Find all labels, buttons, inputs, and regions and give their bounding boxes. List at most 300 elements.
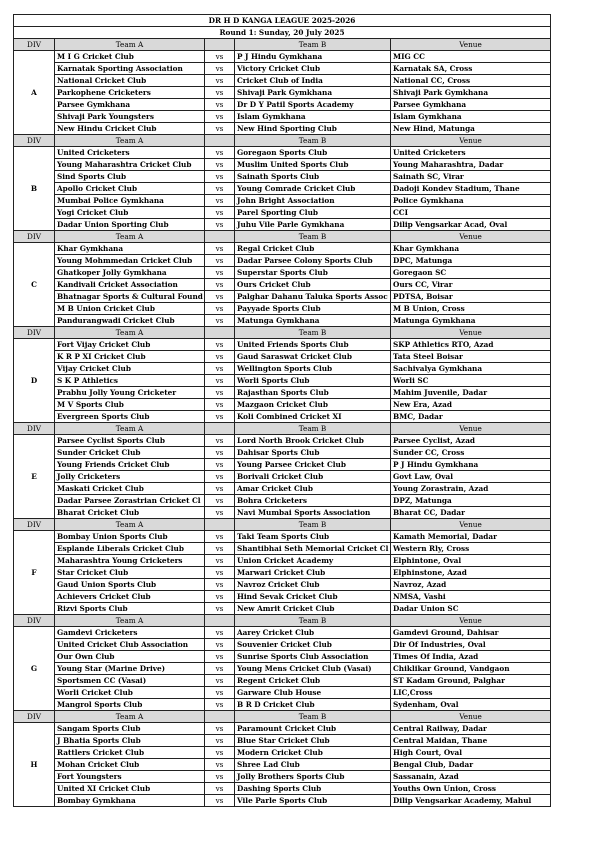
match-row xyxy=(14,291,551,303)
team-b: Young Mens Cricket Club (Vasai) xyxy=(235,663,391,675)
team-b: Garware Club House xyxy=(235,687,391,699)
venue: CCI xyxy=(391,207,551,219)
team-a: Ghatkoper Jolly Gymkhana xyxy=(55,267,205,279)
div-header: DIV xyxy=(14,231,55,243)
team-b: Bohra Cricketers xyxy=(235,495,391,507)
team-a-header: Team A xyxy=(55,231,205,243)
match-row xyxy=(14,627,551,639)
match-row xyxy=(14,195,551,207)
division-header-row xyxy=(14,39,551,51)
vs-label: vs xyxy=(205,279,235,291)
vs-label: vs xyxy=(205,783,235,795)
team-b-header: Team B xyxy=(235,615,391,627)
venue: Dadoji Kondev Stadium, Thane xyxy=(391,183,551,195)
venue: New Era, Azad xyxy=(391,399,551,411)
division-name: A xyxy=(14,51,55,135)
match-row xyxy=(14,591,551,603)
team-b: Dadar Parsee Colony Sports Club xyxy=(235,255,391,267)
vs-label: vs xyxy=(205,171,235,183)
team-b: Sainath Sports Club xyxy=(235,171,391,183)
team-a-header: Team A xyxy=(55,327,205,339)
division-header-row xyxy=(14,135,551,147)
team-b-header: Team B xyxy=(235,135,391,147)
team-a: J Bhatia Sports Club xyxy=(55,735,205,747)
team-b: Modern Cricket Club xyxy=(235,747,391,759)
team-a: Pandurangwadi Cricket Club xyxy=(55,315,205,327)
div-header: DIV xyxy=(14,519,55,531)
match-row xyxy=(14,555,551,567)
match-row xyxy=(14,99,551,111)
team-b: Lord North Brook Cricket Club xyxy=(235,435,391,447)
team-a-header: Team A xyxy=(55,711,205,723)
match-row xyxy=(14,111,551,123)
team-a-header: Team A xyxy=(55,135,205,147)
team-b-header: Team B xyxy=(235,519,391,531)
venue: Sassanain, Azad xyxy=(391,771,551,783)
team-a: Sind Sports Club xyxy=(55,171,205,183)
venue: DPC, Matunga xyxy=(391,255,551,267)
venue: Parsee Cyclist, Azad xyxy=(391,435,551,447)
division-header-row xyxy=(14,327,551,339)
team-b: Ours Cricket Club xyxy=(235,279,391,291)
team-b: Taki Team Sports Club xyxy=(235,531,391,543)
team-a: Young Maharashtra Cricket Club xyxy=(55,159,205,171)
venue: Dir Of Industries, Oval xyxy=(391,639,551,651)
round-subtitle: Round 1: Sunday, 20 July 2025 xyxy=(14,27,551,39)
venue-header: Venue xyxy=(391,231,551,243)
team-a: Rattlers Cricket Club xyxy=(55,747,205,759)
vs-label: vs xyxy=(205,123,235,135)
team-a: Young Mohmmedan Cricket Club xyxy=(55,255,205,267)
venue: Times Of India, Azad xyxy=(391,651,551,663)
team-b: Victory Cricket Club xyxy=(235,63,391,75)
venue: LIC,Cross xyxy=(391,687,551,699)
venue: Western Rly, Cross xyxy=(391,543,551,555)
vs-label: vs xyxy=(205,195,235,207)
vs-label: vs xyxy=(205,435,235,447)
team-a: Young Star (Marine Drive) xyxy=(55,663,205,675)
match-row xyxy=(14,183,551,195)
division-header-row xyxy=(14,423,551,435)
match-row xyxy=(14,507,551,519)
fixtures-table xyxy=(13,14,551,807)
team-a: Gamdevi Cricketers xyxy=(55,627,205,639)
vs-label: vs xyxy=(205,759,235,771)
vs-label: vs xyxy=(205,531,235,543)
team-b: Regent Cricket Club xyxy=(235,675,391,687)
match-row xyxy=(14,663,551,675)
vs-label: vs xyxy=(205,507,235,519)
vs-label: vs xyxy=(205,687,235,699)
match-row xyxy=(14,735,551,747)
match-row xyxy=(14,411,551,423)
team-b: Wellington Sports Club xyxy=(235,363,391,375)
team-a: K R P XI Cricket Club xyxy=(55,351,205,363)
division-header-row xyxy=(14,231,551,243)
team-b: Shree Lad Club xyxy=(235,759,391,771)
team-a: Mangrol Sports Club xyxy=(55,699,205,711)
match-row xyxy=(14,459,551,471)
vs-header-cell xyxy=(205,519,235,531)
team-b: Shantibhai Seth Memorial Cricket Cl xyxy=(235,543,391,555)
match-row xyxy=(14,687,551,699)
team-b-header: Team B xyxy=(235,327,391,339)
team-b: Rajasthan Sports Club xyxy=(235,387,391,399)
team-a: Prabhu Jolly Young Cricketer xyxy=(55,387,205,399)
venue: Sainath SC, Virar xyxy=(391,171,551,183)
venue: Elphinstone, Azad xyxy=(391,567,551,579)
vs-label: vs xyxy=(205,399,235,411)
venue: Sachivalya Gymkhana xyxy=(391,363,551,375)
venue-header: Venue xyxy=(391,711,551,723)
team-a: Maskati Cricket Club xyxy=(55,483,205,495)
team-b: Dahisar Sports Club xyxy=(235,447,391,459)
vs-label: vs xyxy=(205,75,235,87)
team-b: John Bright Association xyxy=(235,195,391,207)
division-name: G xyxy=(14,627,55,711)
vs-label: vs xyxy=(205,735,235,747)
venue: Police Gymkhana xyxy=(391,195,551,207)
venue: BMC, Dadar xyxy=(391,411,551,423)
vs-header-cell xyxy=(205,423,235,435)
team-a: Bombay Union Sports Club xyxy=(55,531,205,543)
venue: Elphintone, Oval xyxy=(391,555,551,567)
vs-label: vs xyxy=(205,207,235,219)
vs-label: vs xyxy=(205,375,235,387)
vs-label: vs xyxy=(205,411,235,423)
venue: Dilip Vengsarkar Academy, Mahul xyxy=(391,795,551,807)
team-a: Parsee Cyclist Sports Club xyxy=(55,435,205,447)
vs-label: vs xyxy=(205,651,235,663)
venue: DPZ, Matunga xyxy=(391,495,551,507)
team-a: M I G Cricket Club xyxy=(55,51,205,63)
vs-label: vs xyxy=(205,579,235,591)
venue: United Cricketers xyxy=(391,147,551,159)
vs-label: vs xyxy=(205,219,235,231)
match-row xyxy=(14,63,551,75)
team-a: Evergreen Sports Club xyxy=(55,411,205,423)
team-b: Koli Combined Cricket XI xyxy=(235,411,391,423)
team-a: Shivaji Park Youngsters xyxy=(55,111,205,123)
venue: Mahim Juvenile, Dadar xyxy=(391,387,551,399)
match-row xyxy=(14,747,551,759)
venue: Kamath Memorial, Dadar xyxy=(391,531,551,543)
team-a: M B Union Cricket Club xyxy=(55,303,205,315)
match-row xyxy=(14,147,551,159)
team-a: Dadar Union Sporting Club xyxy=(55,219,205,231)
vs-label: vs xyxy=(205,303,235,315)
venue-header: Venue xyxy=(391,615,551,627)
team-a: Yogi Cricket Club xyxy=(55,207,205,219)
vs-label: vs xyxy=(205,63,235,75)
vs-label: vs xyxy=(205,183,235,195)
match-row xyxy=(14,483,551,495)
match-row xyxy=(14,255,551,267)
match-row xyxy=(14,495,551,507)
vs-label: vs xyxy=(205,543,235,555)
team-b: Vile Parle Sports Club xyxy=(235,795,391,807)
match-row xyxy=(14,723,551,735)
venue-header: Venue xyxy=(391,135,551,147)
vs-label: vs xyxy=(205,471,235,483)
venue: NMSA, Vashi xyxy=(391,591,551,603)
vs-label: vs xyxy=(205,147,235,159)
team-b: Mazgaon Cricket Club xyxy=(235,399,391,411)
div-header: DIV xyxy=(14,423,55,435)
venue: New Hind, Matunga xyxy=(391,123,551,135)
venue: High Court, Oval xyxy=(391,747,551,759)
team-b: United Friends Sports Club xyxy=(235,339,391,351)
div-header: DIV xyxy=(14,39,55,51)
vs-label: vs xyxy=(205,387,235,399)
team-b: Borivali Cricket Club xyxy=(235,471,391,483)
division-name: D xyxy=(14,339,55,423)
team-b: Shivaji Park Gymkhana xyxy=(235,87,391,99)
match-row xyxy=(14,363,551,375)
venue-header: Venue xyxy=(391,327,551,339)
team-b-header: Team B xyxy=(235,39,391,51)
team-a: Young Friends Cricket Club xyxy=(55,459,205,471)
team-b: Marwari Cricket Club xyxy=(235,567,391,579)
team-a: Sangam Sports Club xyxy=(55,723,205,735)
vs-header-cell xyxy=(205,135,235,147)
venue: SKP Athletics RTO, Azad xyxy=(391,339,551,351)
division-name: E xyxy=(14,435,55,519)
vs-label: vs xyxy=(205,699,235,711)
vs-label: vs xyxy=(205,723,235,735)
div-header: DIV xyxy=(14,327,55,339)
team-b: Islam Gymkhana xyxy=(235,111,391,123)
venue: P J Hindu Gymkhana xyxy=(391,459,551,471)
match-row xyxy=(14,375,551,387)
venue: Navroz, Azad xyxy=(391,579,551,591)
match-row xyxy=(14,771,551,783)
venue: Bharat CC, Dadar xyxy=(391,507,551,519)
division-name: C xyxy=(14,243,55,327)
match-row xyxy=(14,639,551,651)
team-a: M V Sports Club xyxy=(55,399,205,411)
division-header-row xyxy=(14,711,551,723)
team-b: Young Comrade Cricket Club xyxy=(235,183,391,195)
team-a: Dadar Parsee Zorastrian Cricket Cl xyxy=(55,495,205,507)
team-b: New Hind Sporting Club xyxy=(235,123,391,135)
team-b: Dr D Y Patil Sports Academy xyxy=(235,99,391,111)
team-a: Bharat Cricket Club xyxy=(55,507,205,519)
match-row xyxy=(14,795,551,807)
venue: M B Union, Cross xyxy=(391,303,551,315)
team-b: Sunrise Sports Club Association xyxy=(235,651,391,663)
team-a: Apollo Cricket Club xyxy=(55,183,205,195)
vs-label: vs xyxy=(205,315,235,327)
team-b: Regal Cricket Club xyxy=(235,243,391,255)
venue: Ours CC, Virar xyxy=(391,279,551,291)
vs-label: vs xyxy=(205,459,235,471)
venue: Parsee Gymkhana xyxy=(391,99,551,111)
venue: Central Railway, Dadar xyxy=(391,723,551,735)
vs-label: vs xyxy=(205,339,235,351)
team-a: Parkophene Cricketers xyxy=(55,87,205,99)
vs-label: vs xyxy=(205,663,235,675)
venue: Bengal Club, Dadar xyxy=(391,759,551,771)
team-b: Young Parsee Cricket Club xyxy=(235,459,391,471)
team-b: Cricket Club of India xyxy=(235,75,391,87)
match-row xyxy=(14,219,551,231)
team-b: Paramount Cricket Club xyxy=(235,723,391,735)
match-row xyxy=(14,87,551,99)
vs-header-cell xyxy=(205,39,235,51)
div-header: DIV xyxy=(14,135,55,147)
team-a: New Hindu Cricket Club xyxy=(55,123,205,135)
match-row xyxy=(14,471,551,483)
vs-label: vs xyxy=(205,675,235,687)
match-row xyxy=(14,315,551,327)
venue: PDTSA, Boisar xyxy=(391,291,551,303)
match-row xyxy=(14,351,551,363)
team-b: Dashing Sports Club xyxy=(235,783,391,795)
team-b: Blue Star Cricket Club xyxy=(235,735,391,747)
venue: National CC, Cross xyxy=(391,75,551,87)
vs-label: vs xyxy=(205,351,235,363)
team-a: National Cricket Club xyxy=(55,75,205,87)
team-a: Khar Gymkhana xyxy=(55,243,205,255)
team-a: Maharashtra Young Cricketers xyxy=(55,555,205,567)
match-row xyxy=(14,279,551,291)
venue: Govt Law, Oval xyxy=(391,471,551,483)
team-b-header: Team B xyxy=(235,423,391,435)
team-a: Karnatak Sporting Association xyxy=(55,63,205,75)
venue: Goregaon SC xyxy=(391,267,551,279)
vs-label: vs xyxy=(205,447,235,459)
team-a: Fort Youngsters xyxy=(55,771,205,783)
team-b: Navroz Cricket Club xyxy=(235,579,391,591)
venue: Shivaji Park Gymkhana xyxy=(391,87,551,99)
vs-label: vs xyxy=(205,267,235,279)
team-b-header: Team B xyxy=(235,231,391,243)
match-row xyxy=(14,387,551,399)
vs-header-cell xyxy=(205,711,235,723)
division-name: B xyxy=(14,147,55,231)
team-a: S K P Athletics xyxy=(55,375,205,387)
vs-header-cell xyxy=(205,327,235,339)
team-a: Esplande Liberals Cricket Club xyxy=(55,543,205,555)
vs-label: vs xyxy=(205,639,235,651)
vs-label: vs xyxy=(205,363,235,375)
team-a-header: Team A xyxy=(55,519,205,531)
venue: Chiklikar Ground, Vandgaon xyxy=(391,663,551,675)
team-a: Our Own Club xyxy=(55,651,205,663)
venue: MIG CC xyxy=(391,51,551,63)
venue: Tata Steel Boisar xyxy=(391,351,551,363)
team-b-header: Team B xyxy=(235,711,391,723)
vs-label: vs xyxy=(205,747,235,759)
match-row xyxy=(14,579,551,591)
team-a: Jolly Cricketers xyxy=(55,471,205,483)
vs-label: vs xyxy=(205,255,235,267)
match-row xyxy=(14,783,551,795)
match-row xyxy=(14,267,551,279)
team-a: Kandivali Cricket Association xyxy=(55,279,205,291)
venue: Gamdevi Ground, Dahisar xyxy=(391,627,551,639)
team-a: Rizvi Sports Club xyxy=(55,603,205,615)
vs-label: vs xyxy=(205,555,235,567)
team-b: Parel Sporting Club xyxy=(235,207,391,219)
vs-label: vs xyxy=(205,291,235,303)
venue-header: Venue xyxy=(391,423,551,435)
team-a: Achievers Cricket Club xyxy=(55,591,205,603)
vs-label: vs xyxy=(205,771,235,783)
match-row xyxy=(14,207,551,219)
team-b: Jolly Brothers Sports Club xyxy=(235,771,391,783)
team-a: Mumbai Police Gymkhana xyxy=(55,195,205,207)
team-a: Mohan Cricket Club xyxy=(55,759,205,771)
team-a-header: Team A xyxy=(55,423,205,435)
team-a-header: Team A xyxy=(55,615,205,627)
team-b: Navi Mumbai Sports Association xyxy=(235,507,391,519)
team-b: Aarey Cricket Club xyxy=(235,627,391,639)
div-header: DIV xyxy=(14,711,55,723)
division-header-row xyxy=(14,519,551,531)
div-header: DIV xyxy=(14,615,55,627)
match-row xyxy=(14,651,551,663)
vs-label: vs xyxy=(205,51,235,63)
team-a: Parsee Gymkhana xyxy=(55,99,205,111)
team-a: United Cricket Club Association xyxy=(55,639,205,651)
vs-label: vs xyxy=(205,111,235,123)
vs-label: vs xyxy=(205,567,235,579)
team-a: Sportsmen CC (Vasai) xyxy=(55,675,205,687)
vs-label: vs xyxy=(205,627,235,639)
match-row xyxy=(14,339,551,351)
team-a: Vijay Cricket Club xyxy=(55,363,205,375)
match-row xyxy=(14,243,551,255)
vs-label: vs xyxy=(205,99,235,111)
team-a: Star Cricket Club xyxy=(55,567,205,579)
match-row xyxy=(14,303,551,315)
match-row xyxy=(14,531,551,543)
division-name: H xyxy=(14,723,55,807)
vs-label: vs xyxy=(205,495,235,507)
team-b: Amar Cricket Club xyxy=(235,483,391,495)
vs-label: vs xyxy=(205,87,235,99)
match-row xyxy=(14,759,551,771)
venue: Youths Own Union, Cross xyxy=(391,783,551,795)
vs-label: vs xyxy=(205,795,235,807)
team-b: Souvenier Cricket Club xyxy=(235,639,391,651)
venue: Sunder CC, Cross xyxy=(391,447,551,459)
match-row xyxy=(14,435,551,447)
team-b: Union Cricket Academy xyxy=(235,555,391,567)
match-row xyxy=(14,447,551,459)
team-b: P J Hindu Gymkhana xyxy=(235,51,391,63)
venue: Young Maharashtra, Dadar xyxy=(391,159,551,171)
match-row xyxy=(14,675,551,687)
team-a-header: Team A xyxy=(55,39,205,51)
league-title: DR H D KANGA LEAGUE 2025-2026 xyxy=(14,15,551,27)
team-b: Gaud Saraswat Cricket Club xyxy=(235,351,391,363)
match-row xyxy=(14,159,551,171)
match-row xyxy=(14,699,551,711)
team-a: Bhatnagar Sports & Cultural Found xyxy=(55,291,205,303)
team-a: United Cricketers xyxy=(55,147,205,159)
match-row xyxy=(14,51,551,63)
match-row xyxy=(14,543,551,555)
vs-label: vs xyxy=(205,243,235,255)
venue: Khar Gymkhana xyxy=(391,243,551,255)
venue-header: Venue xyxy=(391,519,551,531)
team-b: Juhu Vile Parle Gymkhana xyxy=(235,219,391,231)
team-b: Hind Sevak Cricket Club xyxy=(235,591,391,603)
match-row xyxy=(14,123,551,135)
